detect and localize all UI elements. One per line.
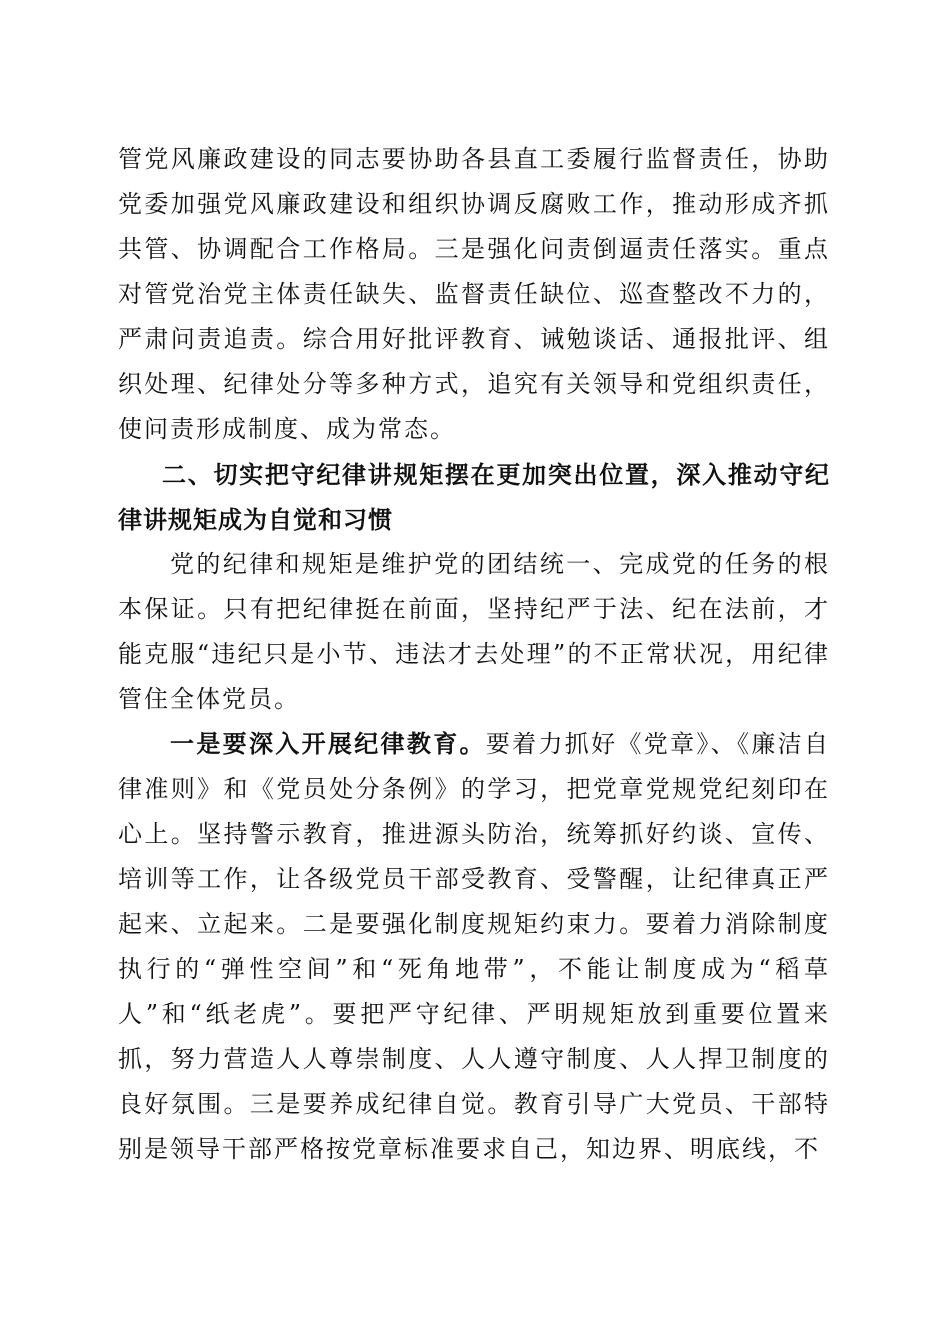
body-paragraph-1: 管党风廉政建设的同志要协助各县直工委履行监督责任，协助党委加强党风廉政建设和组织协调反腐败工作，推动形成齐抓共管、协调配合工作格局。三是强化问责倒逼责任落实。重点对管党治党主体责任缺失、监督责任缺位、巡查整改不力的，严肃问责追责。综合用好批评教育、诫勉谈话、通报批评、组织处理、纪律处分等多种方式，追究有关领导和党组织责任，使问责形成制度、成为常态。: [118, 145, 830, 443]
body-paragraph-2: 党的纪律和规矩是维护党的团结统一、完成党的任务的根本保证。只有把纪律挺在前面，坚持纪严于法、纪在法前，才能克服“违纪只是小节、违法才去处理”的不正常状况，用纪律管住全体党员。: [118, 550, 830, 713]
paragraph-3-lead: 一是要深入开展纪律教育。: [170, 730, 486, 758]
body-paragraph-3: [118, 722, 830, 1172]
paragraph-3-body: 要着力抓好《党章》、《廉洁自律准则》和《党员处分条例》的学习，把党章党规党纪刻印在心上。坚持警示教育，推进源头防治，统筹抓好约谈、宣传、培训等工作，让各级党员干部受教育、受警醒，让纪律真正严起来、立起来。二是要强化制度规矩约束力。要着力消除制度执行的“弹性空间”和“死角地带”，不能让制度成为“稻草人”和“纸老虎”。要把严守纪律、严明规矩放到重要位置来抓，努力营造人人尊崇制度、人人遵守制度、人人捍卫制度的良好氛围。三是要养成纪律自觉。教育引导广大党员、干部特别是领导干部严格按党章标准要求自己，知边界、明底线，不: [118, 730, 831, 1163]
section-heading-2: 二、切实把守纪律讲规矩摆在更加突出位置，深入推动守纪律讲规矩成为自觉和习惯: [118, 461, 830, 534]
